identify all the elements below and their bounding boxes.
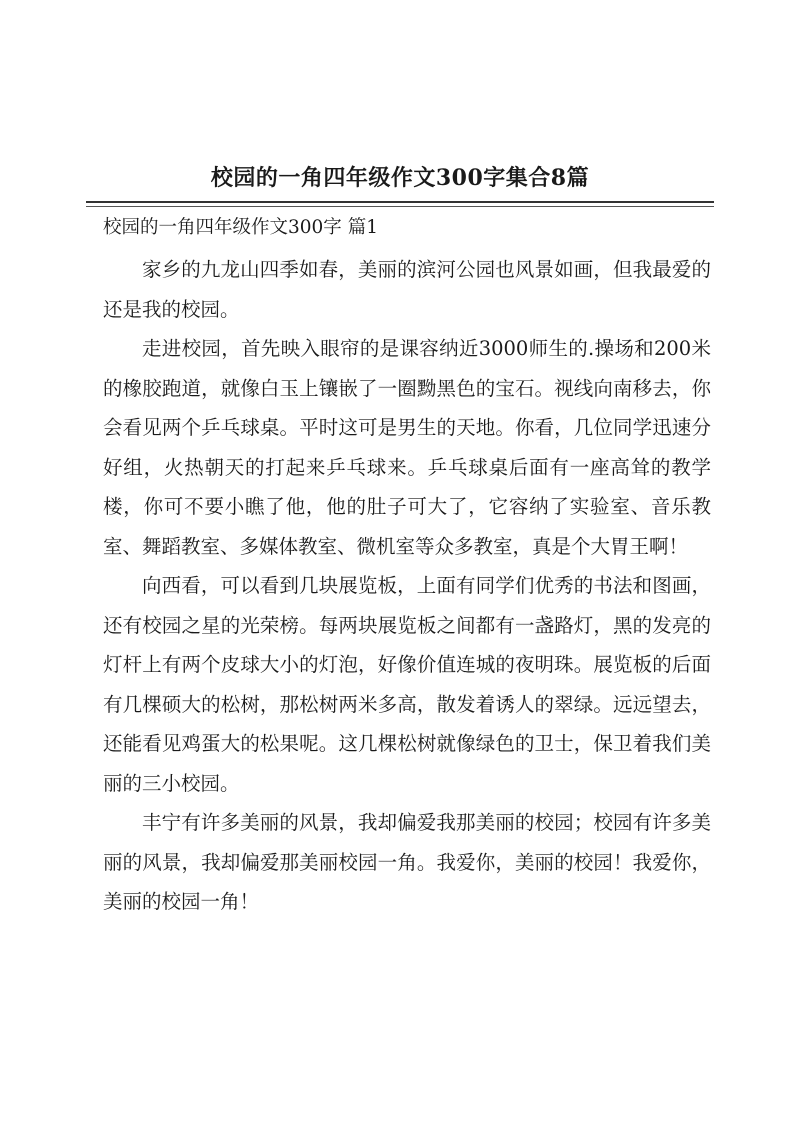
title-divider	[86, 201, 714, 203]
page-title: 校园的一角四年级作文300字集合8篇	[210, 165, 590, 191]
title-divider-thin	[86, 206, 714, 207]
paragraph: 家乡的九龙山四季如春，美丽的滨河公园也风景如画，但我最爱的还是我的校园。	[103, 258, 711, 321]
article-body	[103, 250, 711, 922]
section-heading: 校园的一角四年级作文300字 篇1	[103, 217, 378, 238]
paragraph: 走进校园，首先映入眼帘的是课容纳近3000师生的.操场和200米的橡胶跑道，就像白玉上镶嵌了一圈黝黑色的宝石。视线向南移去，你会看见两个乒乓球桌。平时这可是男生的天地。你看，几位同学迅速分好组，火热朝天的打起来乒乓球来。乒乓球桌后面有一座高耸的教学楼，你可不要小瞧了他，他的肚子可大了，它容纳了实验室、音乐教室、舞蹈教室、多媒体教室、微机室等众多教室，真是个大胃王啊！	[103, 337, 711, 558]
paragraph: 丰宁有许多美丽的风景，我却偏爱我那美丽的校园；校园有许多美丽的风景，我却偏爱那美丽校园一角。我爱你，美丽的校园！我爱你，美丽的校园一角！	[103, 811, 711, 913]
paragraph: 向西看，可以看到几块展览板，上面有同学们优秀的书法和图画，还有校园之星的光荣榜。每两块展览板之间都有一盏路灯，黑的发亮的灯杆上有两个皮球大小的灯泡，好像价值连城的夜明珠。展览板的后面有几棵硕大的松树，那松树两米多高，散发着诱人的翠绿。远远望去，还能看见鸡蛋大的松果呢。这几棵松树就像绿色的卫士，保卫着我们美丽的三小校园。	[103, 574, 711, 795]
